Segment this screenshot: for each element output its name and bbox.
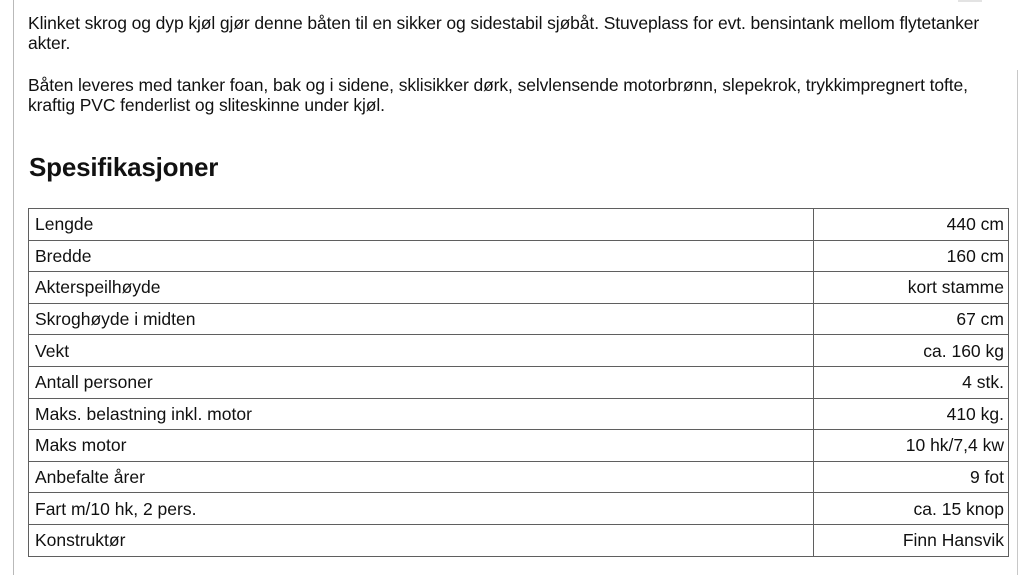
table-row bbox=[29, 461, 1009, 493]
spec-value: 160 cm bbox=[814, 240, 1009, 272]
spec-value: ca. 160 kg bbox=[814, 335, 1009, 367]
spec-value: 67 cm bbox=[814, 303, 1009, 335]
spec-value: kort stamme bbox=[814, 272, 1009, 304]
table-row bbox=[29, 493, 1009, 525]
table-row bbox=[29, 209, 1009, 241]
spec-value: 4 stk. bbox=[814, 366, 1009, 398]
spec-label: Konstruktør bbox=[29, 524, 814, 556]
spec-label: Lengde bbox=[29, 209, 814, 241]
spec-value: Finn Hansvik bbox=[814, 524, 1009, 556]
table-row bbox=[29, 303, 1009, 335]
spec-label: Fart m/10 hk, 2 pers. bbox=[29, 493, 814, 525]
spec-label: Bredde bbox=[29, 240, 814, 272]
spec-label: Antall personer bbox=[29, 366, 814, 398]
description-paragraph-1: Klinket skrog og dyp kjøl gjør denne båten til en sikker og sidestabil sjøbåt. Stuveplass for evt. bensintank mellom flytetanker akter. bbox=[28, 13, 980, 53]
spec-value: 410 kg. bbox=[814, 398, 1009, 430]
table-row bbox=[29, 430, 1009, 462]
table-row bbox=[29, 398, 1009, 430]
spec-label: Anbefalte årer bbox=[29, 461, 814, 493]
spec-label: Maks motor bbox=[29, 430, 814, 462]
spec-value: 9 fot bbox=[814, 461, 1009, 493]
table-row bbox=[29, 335, 1009, 367]
right-divider bbox=[1017, 70, 1018, 575]
spec-label: Skroghøyde i midten bbox=[29, 303, 814, 335]
top-divider-fragment bbox=[958, 0, 982, 2]
spec-label: Maks. belastning inkl. motor bbox=[29, 398, 814, 430]
table-row bbox=[29, 240, 1009, 272]
table-row bbox=[29, 272, 1009, 304]
table-row bbox=[29, 366, 1009, 398]
description-paragraph-2: Båten leveres med tanker foan, bak og i sidene, sklisikker dørk, selvlensende motorbrønn, slepekrok, trykkimpregnert tofte, kraftig PVC fenderlist og sliteskinne under kjøl. bbox=[28, 75, 968, 115]
specs-table bbox=[28, 208, 1009, 557]
specs-heading: Spesifikasjoner bbox=[29, 152, 219, 182]
table-row bbox=[29, 524, 1009, 556]
spec-label: Akterspeilhøyde bbox=[29, 272, 814, 304]
left-divider bbox=[13, 0, 14, 575]
spec-value: ca. 15 knop bbox=[814, 493, 1009, 525]
spec-label: Vekt bbox=[29, 335, 814, 367]
spec-value: 440 cm bbox=[814, 209, 1009, 241]
spec-value: 10 hk/7,4 kw bbox=[814, 430, 1009, 462]
description-section bbox=[28, 13, 1013, 182]
